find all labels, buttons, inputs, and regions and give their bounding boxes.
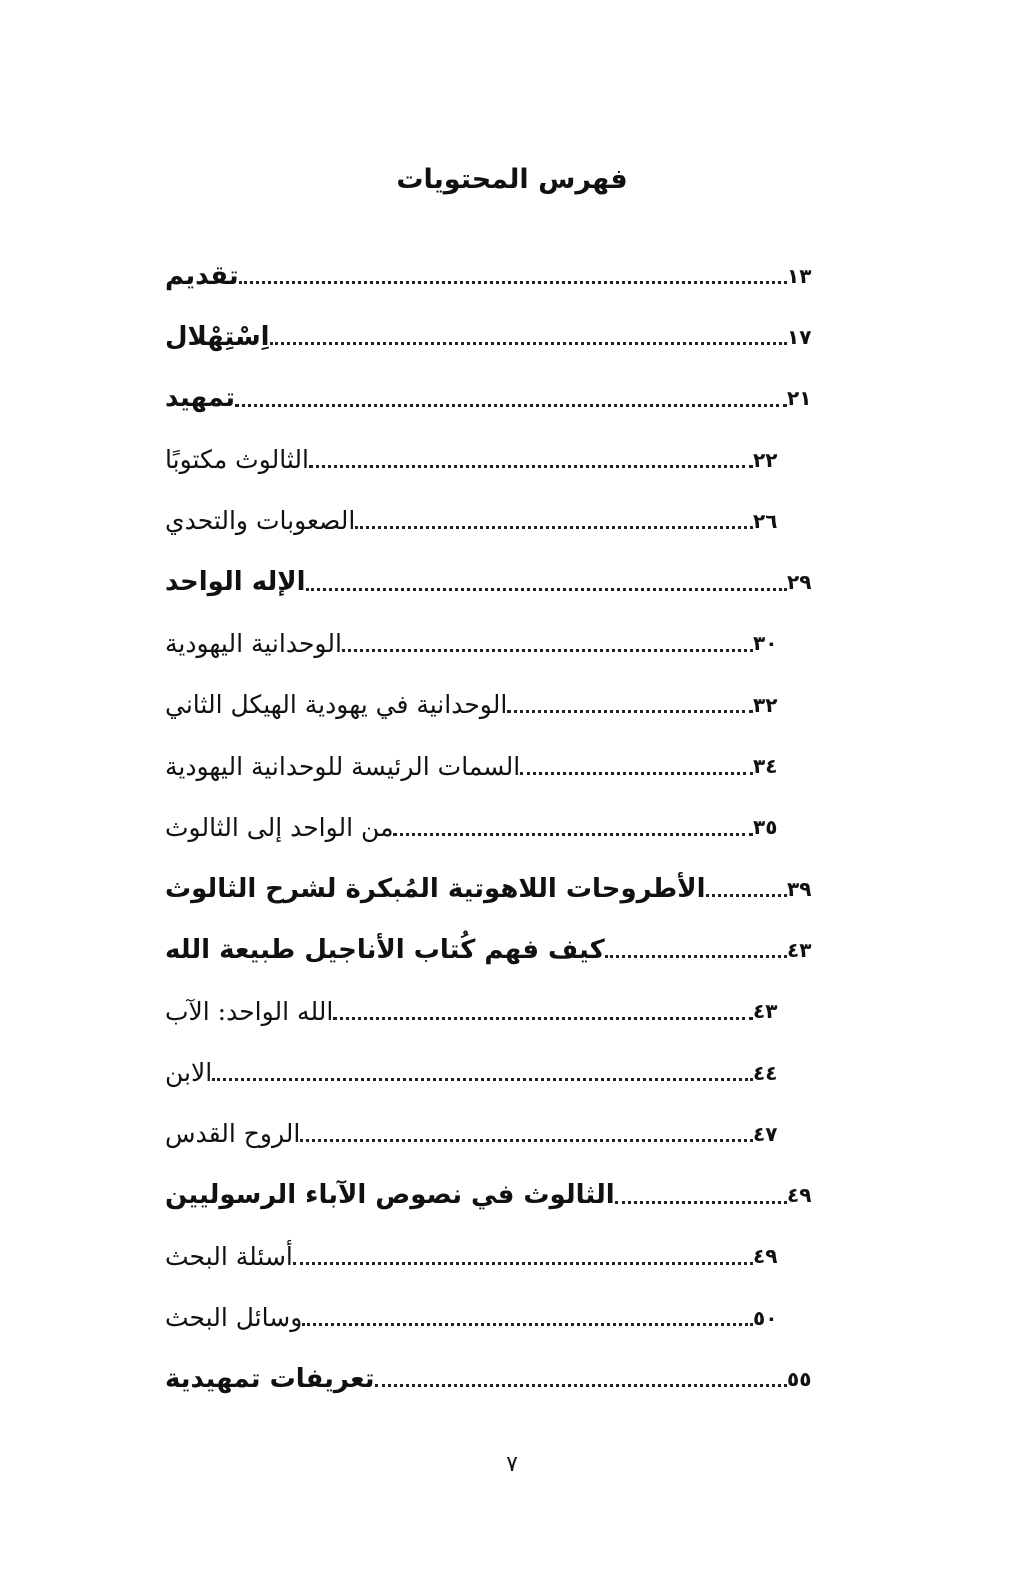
toc-entry: [155, 1226, 825, 1287]
toc-dot-leader: [235, 404, 787, 407]
toc-dot-leader: [706, 894, 787, 897]
toc-entry-page: ٢١: [787, 386, 812, 411]
toc-dot-leader: [615, 1201, 787, 1204]
toc-entry: [155, 797, 825, 858]
toc-entry-title: وسائل البحث: [165, 1303, 303, 1333]
toc-entry-title: الأطروحات اللاهوتية المُبكرة لشرح الثالوث: [165, 873, 706, 904]
toc-entry-page: ٢٩: [787, 570, 812, 595]
toc-dot-leader: [306, 588, 788, 591]
toc-entry-page: ٢٢: [753, 447, 778, 472]
toc-entry-page: ١٧: [787, 324, 812, 349]
toc-dot-leader: [212, 1078, 753, 1081]
page-number: ٧: [506, 1452, 518, 1477]
toc-dot-leader: [333, 1017, 753, 1020]
toc-entry: [155, 1042, 825, 1103]
toc-dot-leader: [375, 1384, 787, 1387]
toc-entry-title: كيف فهم كُتاب الأناجيل طبيعة الله: [165, 934, 605, 965]
toc-dot-leader: [605, 955, 787, 958]
toc-entry: [155, 1164, 825, 1225]
toc-entry: [155, 858, 825, 919]
toc-entry: [155, 368, 825, 429]
toc-entry-page: ٤٧: [753, 1121, 778, 1146]
toc-entry: [155, 429, 825, 490]
toc-dot-leader: [239, 281, 787, 284]
toc-entry: [155, 735, 825, 796]
toc-entry-title: الإله الواحد: [165, 567, 306, 598]
toc-entry-page: ٤٩: [753, 1244, 778, 1269]
toc-entry: [155, 1103, 825, 1164]
toc-dot-leader: [270, 342, 787, 345]
toc-entry-page: ٤٩: [787, 1183, 812, 1208]
toc-entry-page: ٣٩: [787, 876, 812, 901]
toc-entry-title: تعريفات تمهيدية: [165, 1363, 375, 1394]
toc-entry-title: الله الواحد: الآب: [165, 996, 334, 1026]
toc-entry-page: ٣٤: [753, 754, 778, 779]
toc-entry-page: ٢٦: [753, 508, 778, 533]
toc-entry-title: اِسْتِهْلال: [165, 321, 270, 352]
toc-entry-page: ٥٠: [753, 1305, 778, 1330]
toc-dot-leader: [309, 465, 753, 468]
toc-entry-title: تقديم: [165, 260, 239, 291]
toc-entry-title: تمهيد: [165, 383, 235, 414]
toc-entry-page: ١٣: [787, 263, 812, 288]
toc-entry: [155, 245, 825, 306]
toc-entry-page: ٤٣: [787, 937, 812, 962]
toc-entry-title: السمات الرئيسة للوحدانية اليهودية: [165, 751, 521, 781]
toc-dot-leader: [355, 526, 753, 529]
toc-entry-page: ٣٠: [753, 631, 778, 656]
toc-dot-leader: [302, 1323, 753, 1326]
toc-entry: [155, 613, 825, 674]
toc-entry: [155, 306, 825, 367]
toc-entry-title: الثالوث مكتوبًا: [165, 445, 309, 475]
toc-entry: [155, 490, 825, 551]
toc-entry-page: ٣٥: [753, 815, 778, 840]
toc-dot-leader: [507, 710, 753, 713]
toc-dot-leader: [342, 649, 753, 652]
toc-dot-leader: [393, 833, 753, 836]
toc-entry-page: ٥٥: [787, 1366, 812, 1391]
toc-entry-title: أسئلة البحث: [165, 1241, 293, 1271]
toc-entry-title: الثالوث في نصوص الآباء الرسوليين: [165, 1180, 615, 1211]
toc-dot-leader: [293, 1262, 753, 1265]
toc-entry: [155, 1287, 825, 1348]
toc-entry: [155, 674, 825, 735]
toc-entry-title: الوحدانية اليهودية: [165, 628, 342, 658]
toc-entry: [155, 1348, 825, 1409]
toc-dot-leader: [300, 1139, 753, 1142]
table-of-contents: [155, 245, 825, 1410]
toc-dot-leader: [520, 772, 753, 775]
toc-entry: [155, 551, 825, 612]
toc-entry: [155, 919, 825, 980]
toc-entry-page: ٤٣: [753, 999, 778, 1024]
toc-entry: [155, 981, 825, 1042]
page-title: فهرس المحتويات: [396, 164, 628, 195]
toc-entry-title: الروح القدس: [165, 1119, 301, 1149]
toc-entry-title: الصعوبات والتحدي: [165, 506, 356, 536]
toc-entry-title: الابن: [165, 1058, 213, 1087]
toc-entry-title: من الواحد إلى الثالوث: [165, 812, 394, 842]
toc-entry-title: الوحدانية في يهودية الهيكل الثاني: [165, 690, 508, 720]
toc-entry-page: ٣٢: [753, 692, 778, 717]
toc-entry-page: ٤٤: [753, 1060, 778, 1085]
